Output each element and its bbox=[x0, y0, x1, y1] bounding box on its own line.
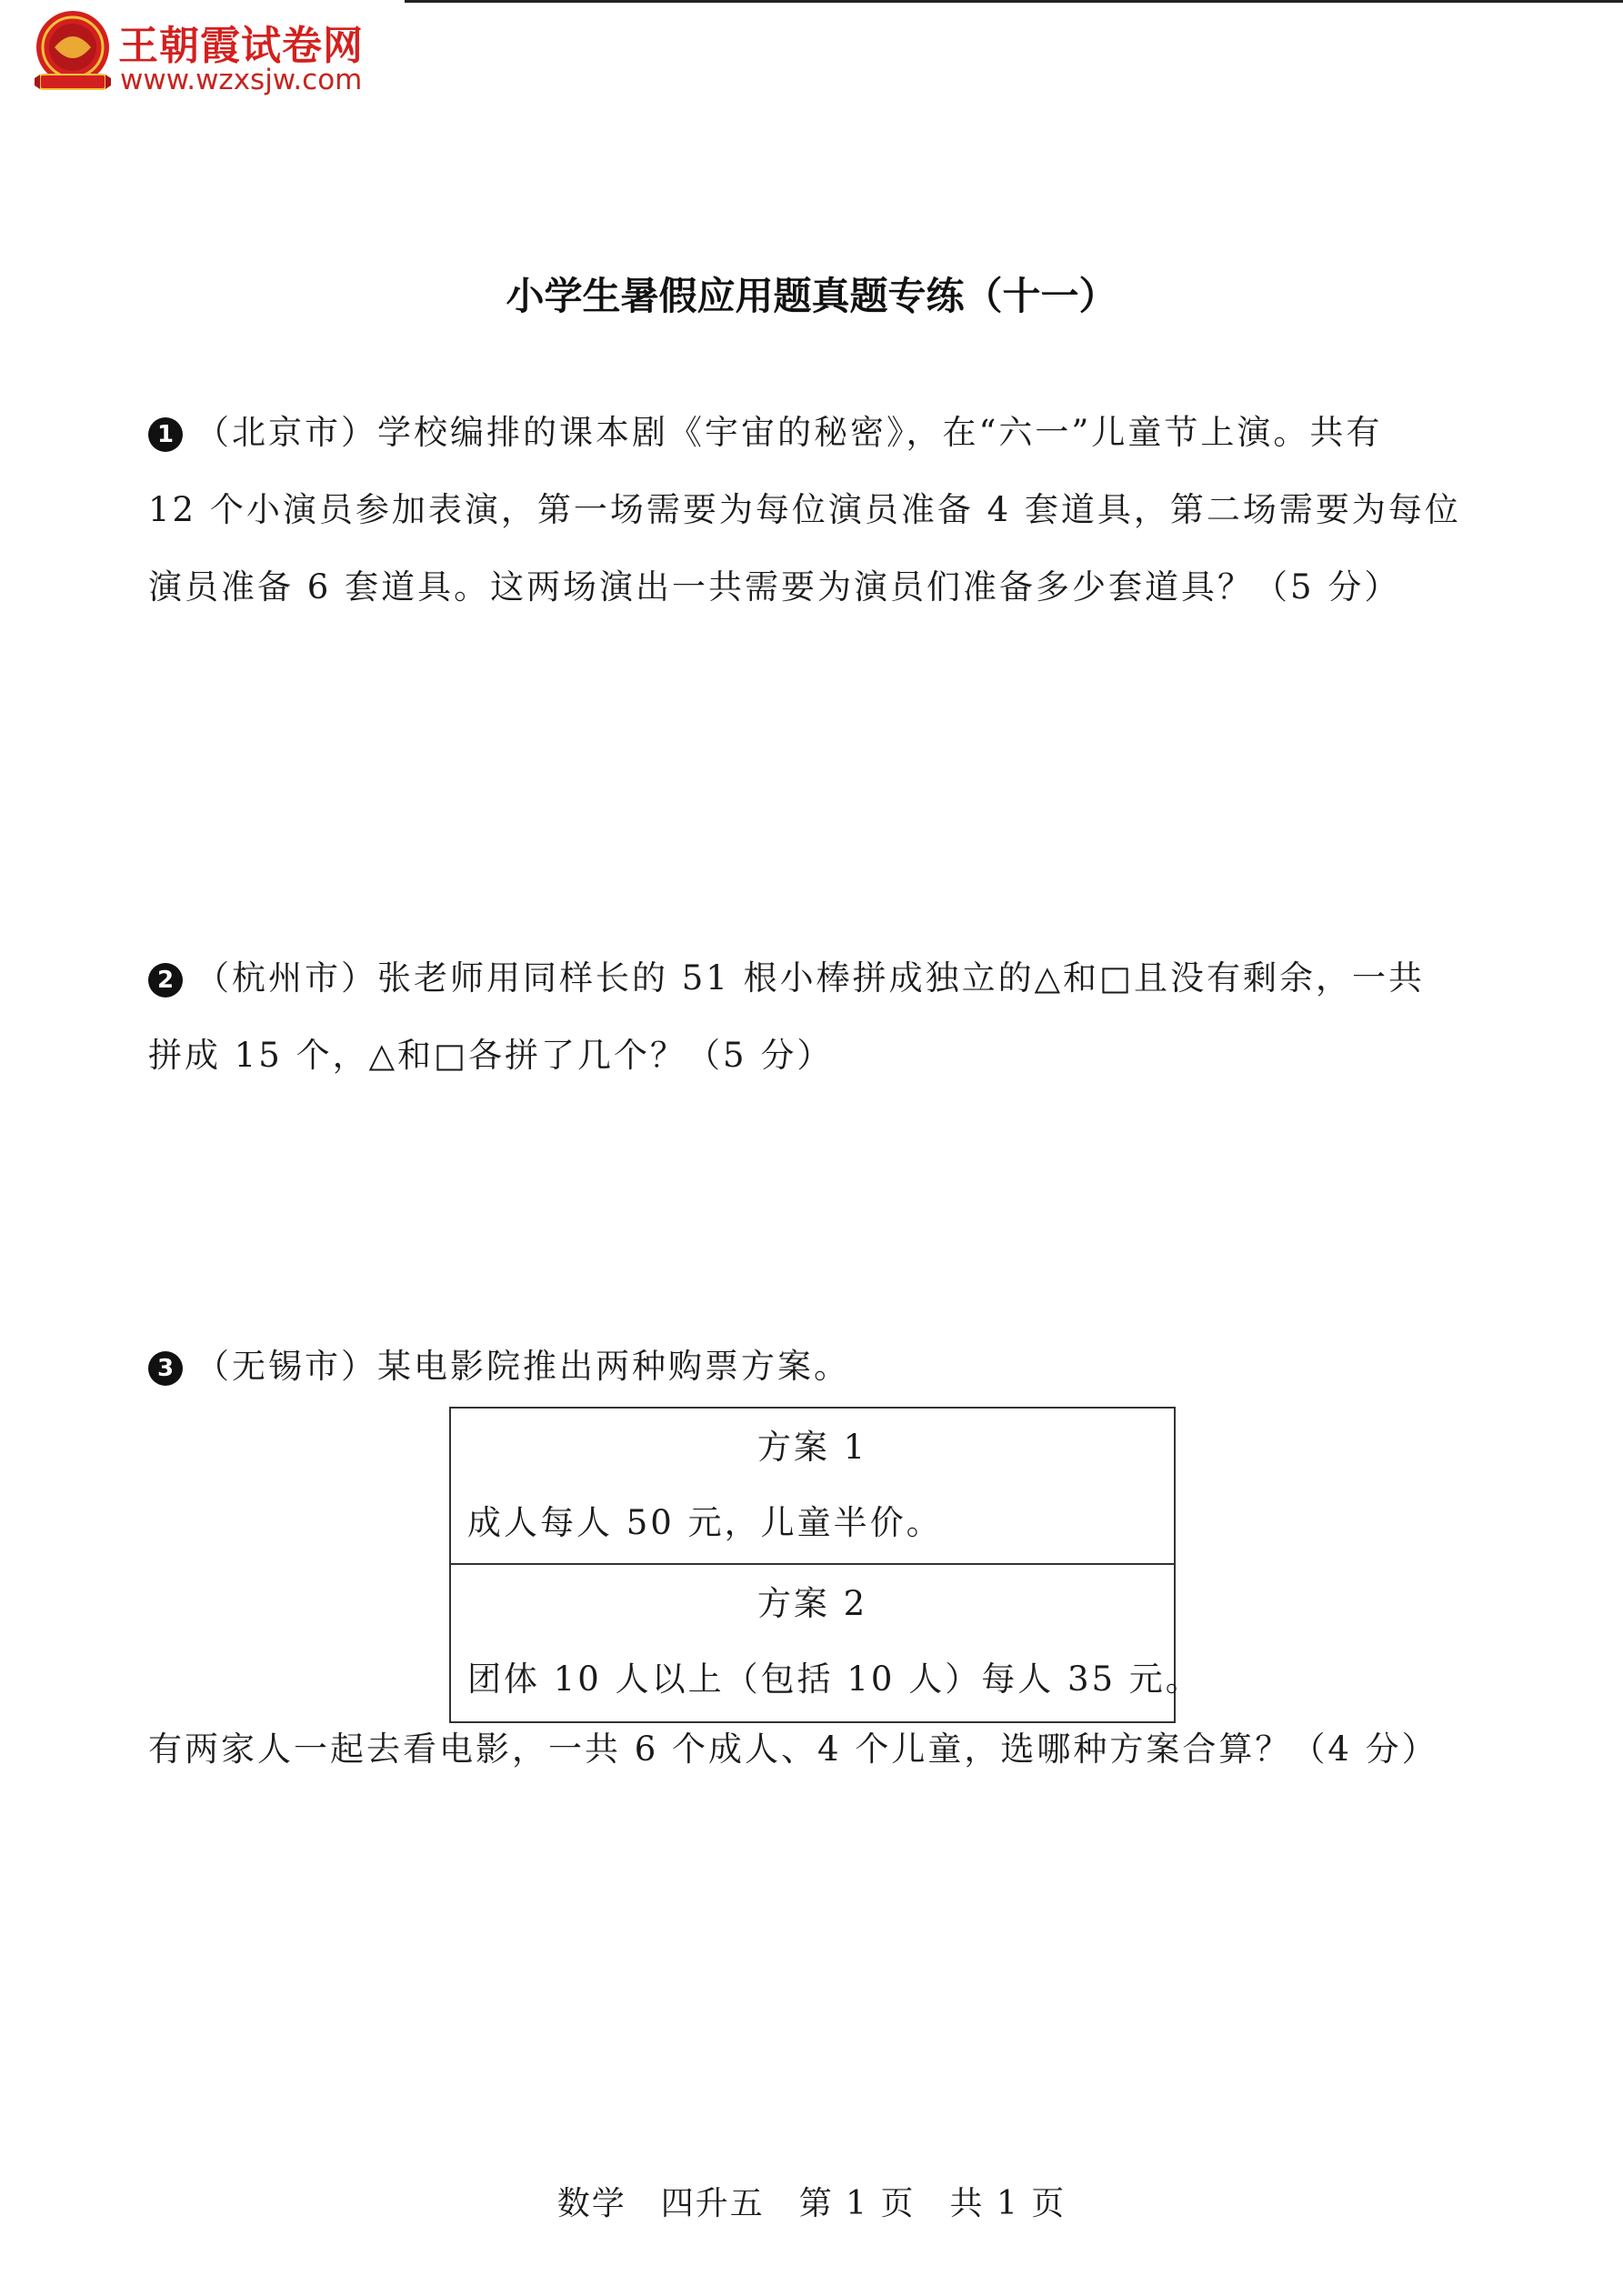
header-rule bbox=[405, 0, 1623, 3]
brand-name: 王朝霞试卷网 bbox=[118, 23, 364, 69]
page-title: 小学生暑假应用题真题专练（十一） bbox=[506, 274, 1117, 318]
question-text: （无锡市）某电影院推出两种购票方案。 bbox=[195, 1347, 850, 1386]
question-text: （杭州市）张老师用同样长的 51 根小棒拼成独立的△和□且没有剩余，一共 bbox=[195, 958, 1426, 998]
question-3-intro bbox=[148, 1328, 1494, 1405]
question-text: （北京市）学校编排的课本剧《宇宙的秘密》，在“六一”儿童节上演。共有 bbox=[195, 413, 1383, 452]
plan-2-title: 方案 2 bbox=[756, 1584, 868, 1623]
ticket-plan-table bbox=[449, 1407, 1202, 1723]
question-number-badge: 2 bbox=[148, 963, 183, 998]
question-2-line-1 bbox=[148, 939, 1494, 1017]
brand-url: www.wzxsjw.com bbox=[120, 64, 363, 96]
question-1-line-3: 演员准备 6 套道具。这两场演出一共需要为演员们准备多少套道具？（5 分） bbox=[148, 567, 1401, 607]
question-3-followup: 有两家人一起去看电影，一共 6 个成人、4 个儿童，选哪种方案合算？（4 分） bbox=[148, 1730, 1438, 1769]
question-1 bbox=[148, 394, 1494, 626]
question-3 bbox=[148, 1328, 1494, 1405]
plan-2-cell bbox=[451, 1565, 1202, 1721]
question-2 bbox=[148, 939, 1494, 1094]
question-1-line-1 bbox=[148, 394, 1494, 471]
page-footer: 数学 四升五 第 1 页 共 1 页 bbox=[556, 2185, 1067, 2222]
brand-seal-logo bbox=[27, 7, 118, 95]
plan-1-title: 方案 1 bbox=[756, 1428, 868, 1467]
question-number-badge: 3 bbox=[148, 1351, 183, 1386]
plan-1-description: 成人每人 50 元，儿童半价。 bbox=[467, 1503, 943, 1542]
plan-1-cell bbox=[451, 1409, 1174, 1565]
question-number-badge: 1 bbox=[148, 417, 183, 452]
question-1-line-2: 12 个小演员参加表演，第一场需要为每位演员准备 4 套道具，第二场需要为每位 bbox=[148, 490, 1461, 529]
question-2-line-2: 拼成 15 个，△和□各拼了几个？（5 分） bbox=[148, 1036, 834, 1075]
plan-2-description: 团体 10 人以上（包括 10 人）每人 35 元。 bbox=[467, 1659, 1202, 1699]
